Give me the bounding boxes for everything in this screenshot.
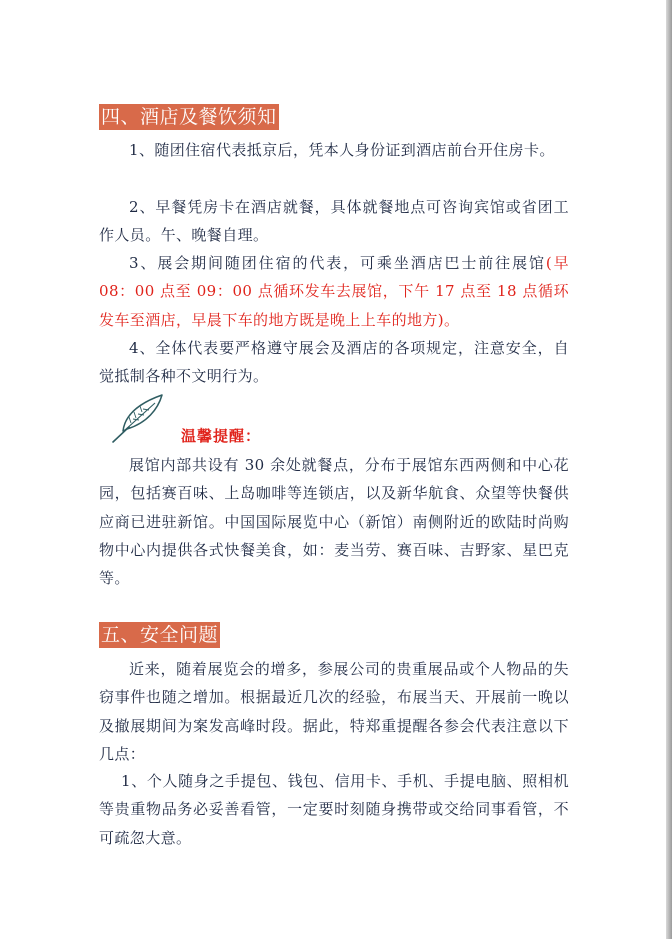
tip-body: 展馆内部共设有 30 余处就餐点，分布于展馆东西两侧和中心花园，包括赛百味、上岛咖啡等连锁店，以及新华航食、众望等快餐供应商已进驻新馆。中国国际展览中心（新馆）南侧附近的欧陆时尚购物中心内提供各式快餐美食，如：麦当劳、赛百味、吉野家、星巴克等。 (99, 456, 569, 588)
page-edge-shadow (666, 0, 672, 939)
hotel-item-4: 4、全体代表要严格遵守展会及酒店的各项规定，注意安全，自觉抵制各种不文明行为。 (99, 339, 569, 386)
hotel-item-3-text: 3、展会期间随团住宿的代表，可乘坐酒店巴士前往展馆 (129, 254, 546, 272)
section-heading-safety: 五、安全问题 (101, 624, 219, 646)
tip-title: 温馨提醒： (181, 427, 262, 445)
hotel-item-3 (99, 249, 569, 334)
safety-item-1: 1、个人随身之手提包、钱包、信用卡、手机、手提电脑、照相机等贵重物品务必妥善看管，一定要时刻随身携带或交给同事看管，不可疏忽大意。 (99, 772, 569, 847)
shuttle-schedule-note: (早 08：00 点至 09：00 点循环发车去展馆，下午 17 点至 18 点循环发车至酒店，早晨下车的地方既是晚上上车的地方)。 (99, 254, 570, 329)
hotel-item-2: 2、早餐凭房卡在酒店就餐，具体就餐地点可咨询宾馆或省团工作人员。午、晚餐自理。 (99, 198, 569, 245)
safety-intro: 近来，随着展览会的增多，参展公司的贵重展品或个人物品的失窃事件也随之增加。根据最近几次的经验，布展当天、开展前一晚以及撤展期间为案发高峰时段。据此，特郑重提醒各参会代表注意以下几点： (99, 660, 569, 763)
section-heading-hotel-dining: 四、酒店及餐饮须知 (101, 106, 277, 128)
hotel-item-1: 1、随团住宿代表抵京后，凭本人身份证到酒店前台开住房卡。 (129, 141, 555, 159)
feather-quill-icon (109, 393, 165, 445)
